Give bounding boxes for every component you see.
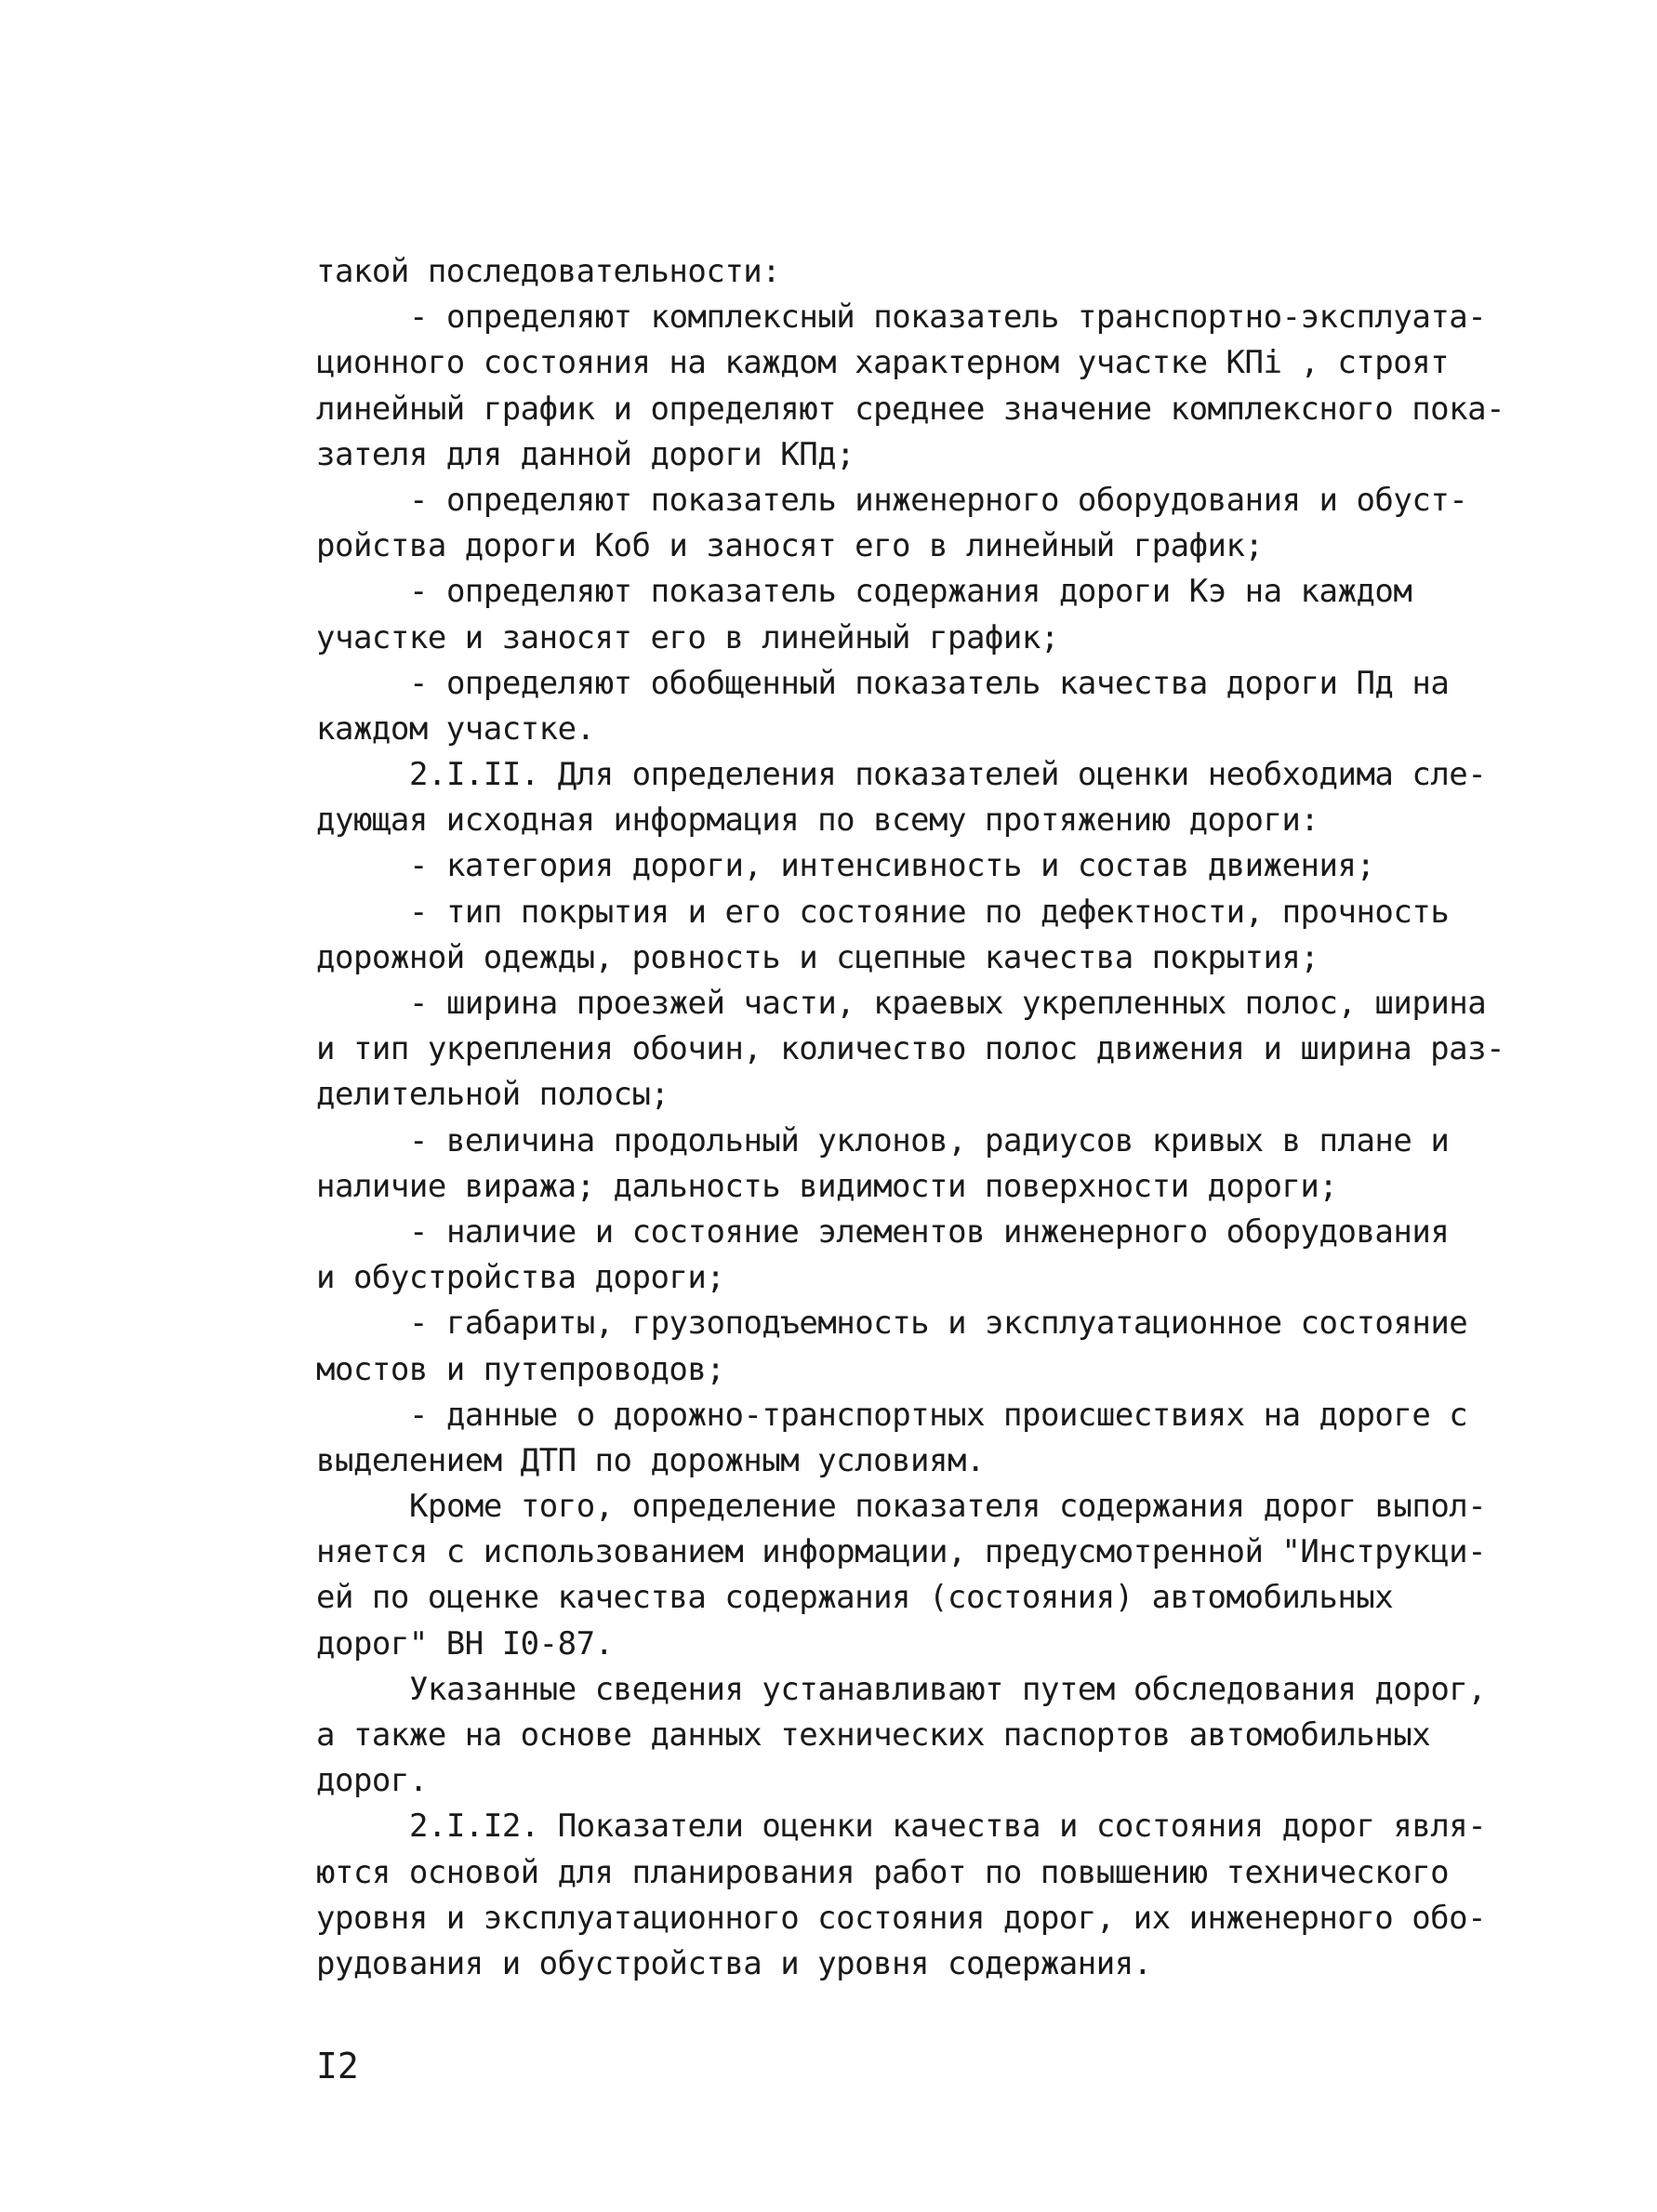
page-number: I2 (316, 2046, 359, 2086)
text-line: дорог" ВН I0-87. (316, 1624, 614, 1662)
text-line: такой последовательности: (316, 253, 781, 290)
text-line: ей по оценке качества содержания (состояния) автомобильных (316, 1579, 1394, 1617)
text-line: линейный график и определяют среднее значение комплексного пока- (316, 390, 1505, 428)
text-line: - величина продольный уклонов, радиусов кривых в плане и (409, 1121, 1450, 1159)
section-2-1-12: 2.I.I2. Показатели оценки качества и состояния дорог явля- (409, 1808, 1487, 1846)
text-line: дующая исходная информация по всему протяжению дороги: (316, 801, 1319, 840)
text-line: дорожной одежды, ровность и сцепные качества покрытия; (316, 938, 1319, 976)
text-line: - габариты, грузоподъемность и эксплуатационное состояние (409, 1305, 1468, 1343)
text-line: - данные о дорожно-транспортных происшествиях на дороге с (409, 1396, 1468, 1434)
text-line: Указанные сведения устанавливают путем обследования дорог, (409, 1670, 1487, 1708)
text-line: Кроме того, определение показателя содержания дорог выпол- (409, 1488, 1487, 1526)
text-line: - наличие и состояние элементов инженерного оборудования (409, 1212, 1450, 1251)
text-line: участке и заносят его в линейный график; (316, 618, 1059, 656)
text-line: выделением ДТП по дорожным условиям. (316, 1441, 985, 1479)
text-line: мостов и путепроводов; (316, 1350, 725, 1388)
text-line: а также на основе данных технических паспортов автомобильных (316, 1716, 1431, 1754)
text-line: ются основой для планирования работ по повышению технического (316, 1853, 1450, 1891)
text-line: - категория дороги, интенсивность и состав движения; (409, 847, 1375, 885)
text-line: ционного состояния на каждом характерном участке КПi , строят (316, 344, 1450, 382)
text-line: - определяют обобщенный показатель качества дороги Пд на (409, 664, 1450, 702)
text-line: - определяют показатель инженерного оборудования и обуст- (409, 481, 1468, 519)
text-line: - тип покрытия и его состояние по дефектности, прочность (409, 893, 1450, 931)
text-line: и тип укрепления обочин, количество полос движения и ширина раз- (316, 1030, 1505, 1068)
text-line: уровня и эксплуатационного состояния дорог, их инженерного обо- (316, 1899, 1487, 1937)
text-line: рудования и обустройства и уровня содержания. (316, 1944, 1152, 1982)
section-2-1-11: 2.I.II. Для определения показателей оценки необходима сле- (409, 756, 1487, 794)
text-line: делительной полосы; (316, 1076, 669, 1114)
text-line: дорог. (316, 1762, 428, 1800)
text-line: - определяют показатель содержания дороги Кэ на каждом (409, 573, 1412, 611)
text-line: - определяют комплексный показатель транспортно-эксплуата- (409, 298, 1487, 337)
text-line: - ширина проезжей части, краевых укрепленных полос, ширина (409, 985, 1487, 1022)
text-line: зателя для данной дороги КПд; (316, 435, 855, 473)
body-text (316, 249, 1562, 1987)
text-line: наличие виража; дальность видимости поверхности дороги; (316, 1167, 1338, 1205)
text-line: и обустройства дороги; (316, 1259, 725, 1297)
text-line: ройства дороги Коб и заносят его в линейный график; (316, 527, 1264, 565)
text-line: няется с использованием информации, предусмотренной "Инструкци- (316, 1533, 1487, 1571)
text-line: каждом участке. (316, 709, 595, 748)
